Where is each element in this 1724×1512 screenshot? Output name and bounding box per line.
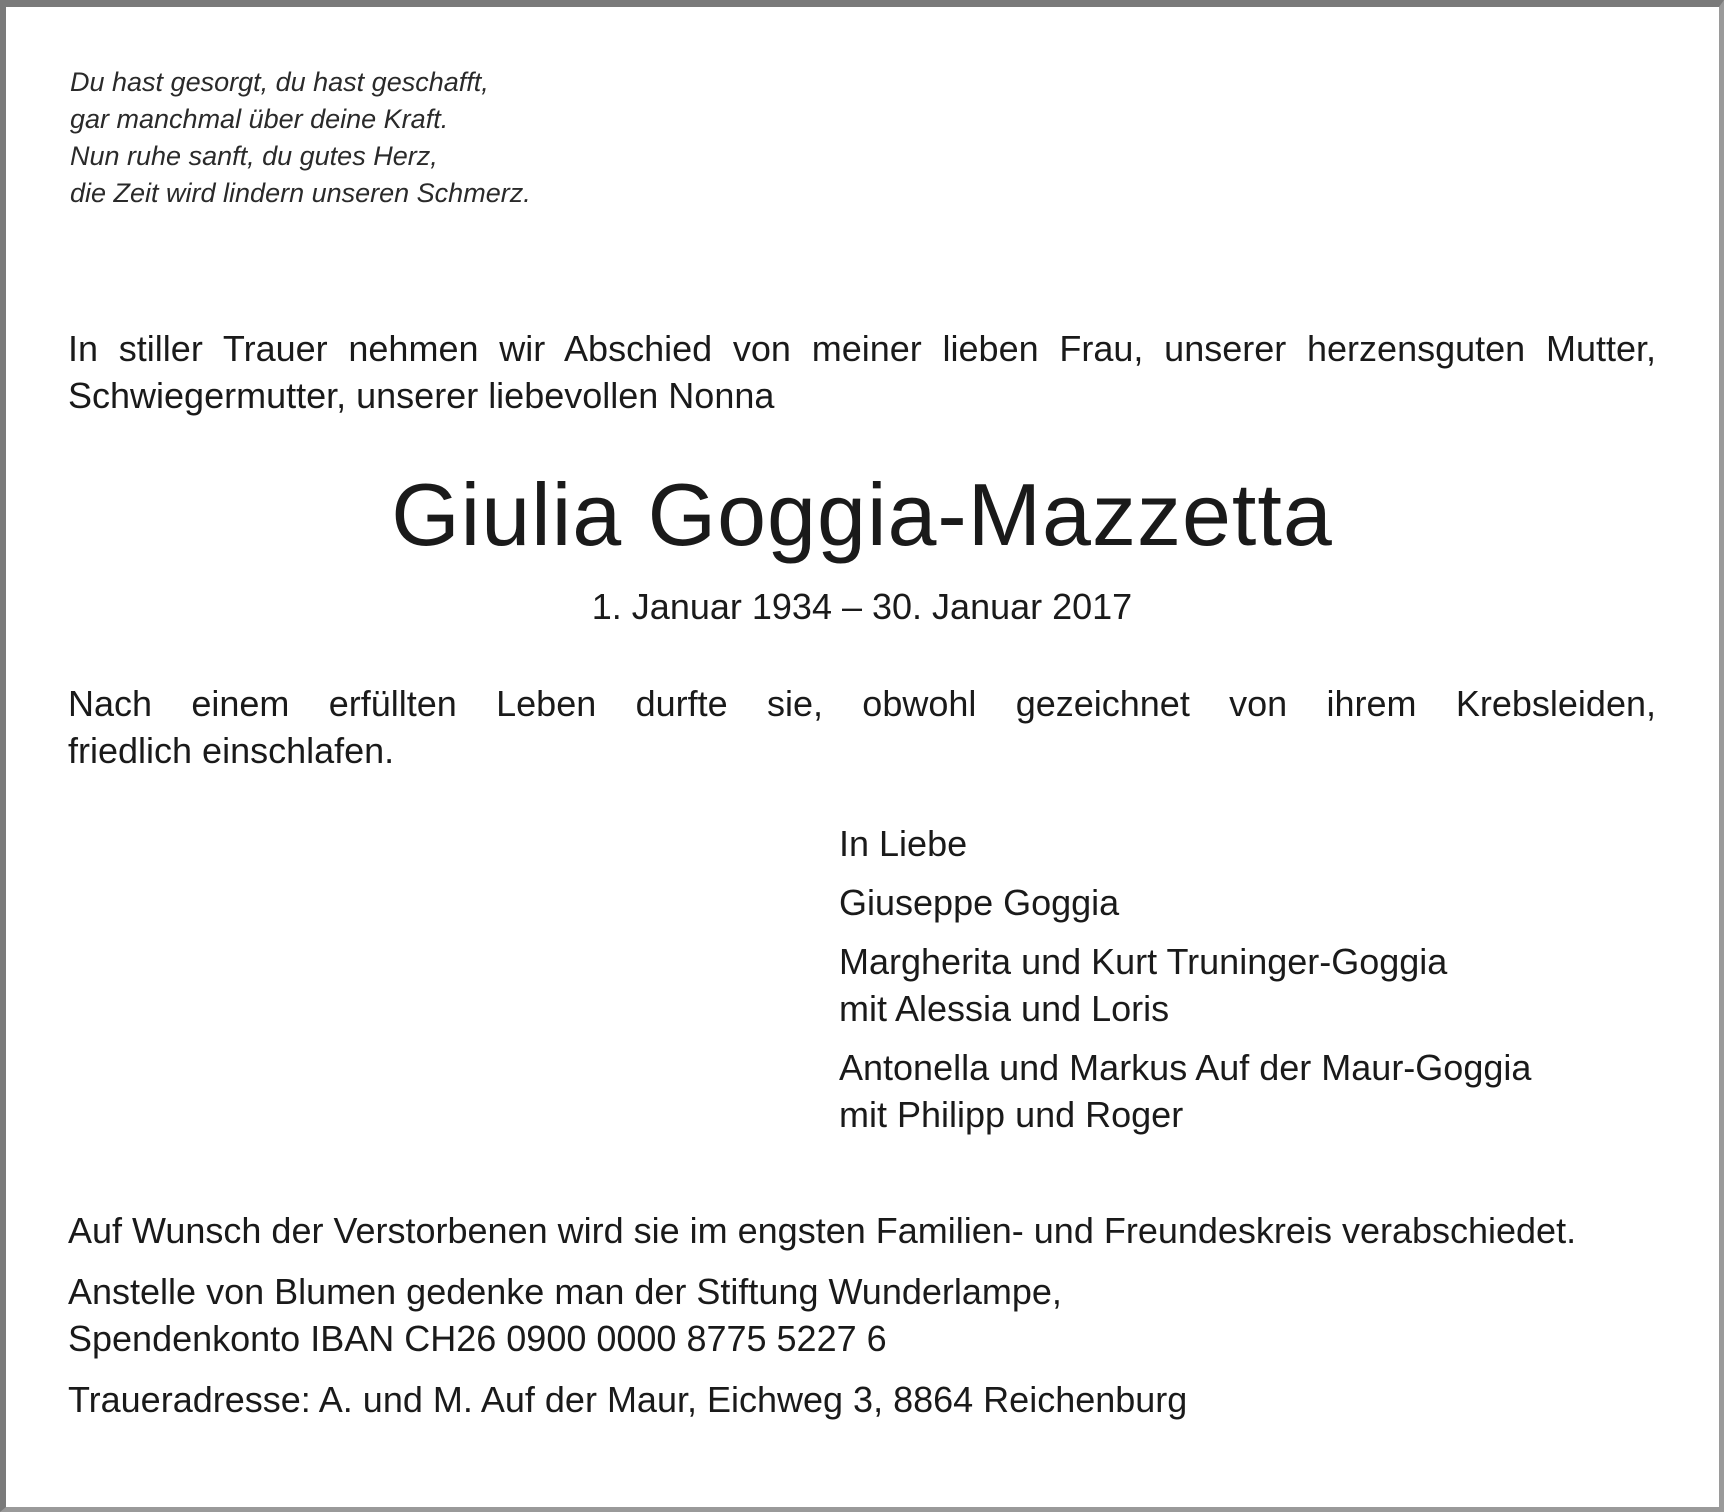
family-greeting: In Liebe (839, 823, 968, 864)
family-member-line: mit Alessia und Loris (839, 988, 1170, 1029)
footer-section (68, 1207, 1656, 1437)
donation-line: Anstelle von Blumen gedenke man der Stiftung Wunderlampe, (68, 1271, 1062, 1312)
family-member (839, 1044, 1599, 1138)
farewell-note (68, 1207, 1656, 1254)
family-member (839, 879, 1599, 926)
mourning-address (68, 1376, 1656, 1423)
poem-line: Nun ruhe sanft, du gutes Herz, (70, 141, 438, 171)
life-line: Nach einem erfüllten Leben durfte sie, obwohl gezeichnet von ihrem Krebsleiden, (68, 683, 1656, 724)
family-member-line: Giuseppe Goggia (839, 882, 1120, 923)
memorial-poem (70, 64, 970, 212)
poem-line: die Zeit wird lindern unseren Schmerz. (70, 178, 531, 208)
family-member-line: mit Philipp und Roger (839, 1094, 1184, 1135)
family-member-line: Antonella und Markus Auf der Maur-Goggia (839, 1047, 1532, 1088)
life-dates: 1. Januar 1934 – 30. Januar 2017 (591, 586, 1133, 627)
intro-line: In stiller Trauer nehmen wir Abschied von meiner lieben Frau, unserer herzensguten Mutter, (68, 328, 1656, 369)
address-line: Traueradresse: A. und M. Auf der Maur, Eichweg 3, 8864 Reichenburg (68, 1379, 1188, 1420)
donation-note (68, 1268, 1656, 1362)
deceased-name: Giulia Goggia-Mazzetta (391, 465, 1333, 564)
intro-line: Schwiegermutter, unserer liebevollen Nonna (68, 375, 775, 416)
family-signatures (839, 820, 1599, 1150)
poem-line: gar manchmal über deine Kraft. (70, 104, 449, 134)
poem-line: Du hast gesorgt, du hast geschafft, (70, 67, 489, 97)
life-paragraph (68, 680, 1656, 774)
donation-iban: Spendenkonto IBAN CH26 0900 0000 8775 5227 6 (68, 1318, 887, 1359)
intro-paragraph (68, 325, 1656, 419)
family-member-line: Margherita und Kurt Truninger-Goggia (839, 941, 1448, 982)
family-member (839, 938, 1599, 1032)
life-line: friedlich einschlafen. (68, 730, 395, 771)
farewell-line: Auf Wunsch der Verstorbenen wird sie im engsten Familien- und Freundeskreis verabschiedet. (68, 1210, 1577, 1251)
